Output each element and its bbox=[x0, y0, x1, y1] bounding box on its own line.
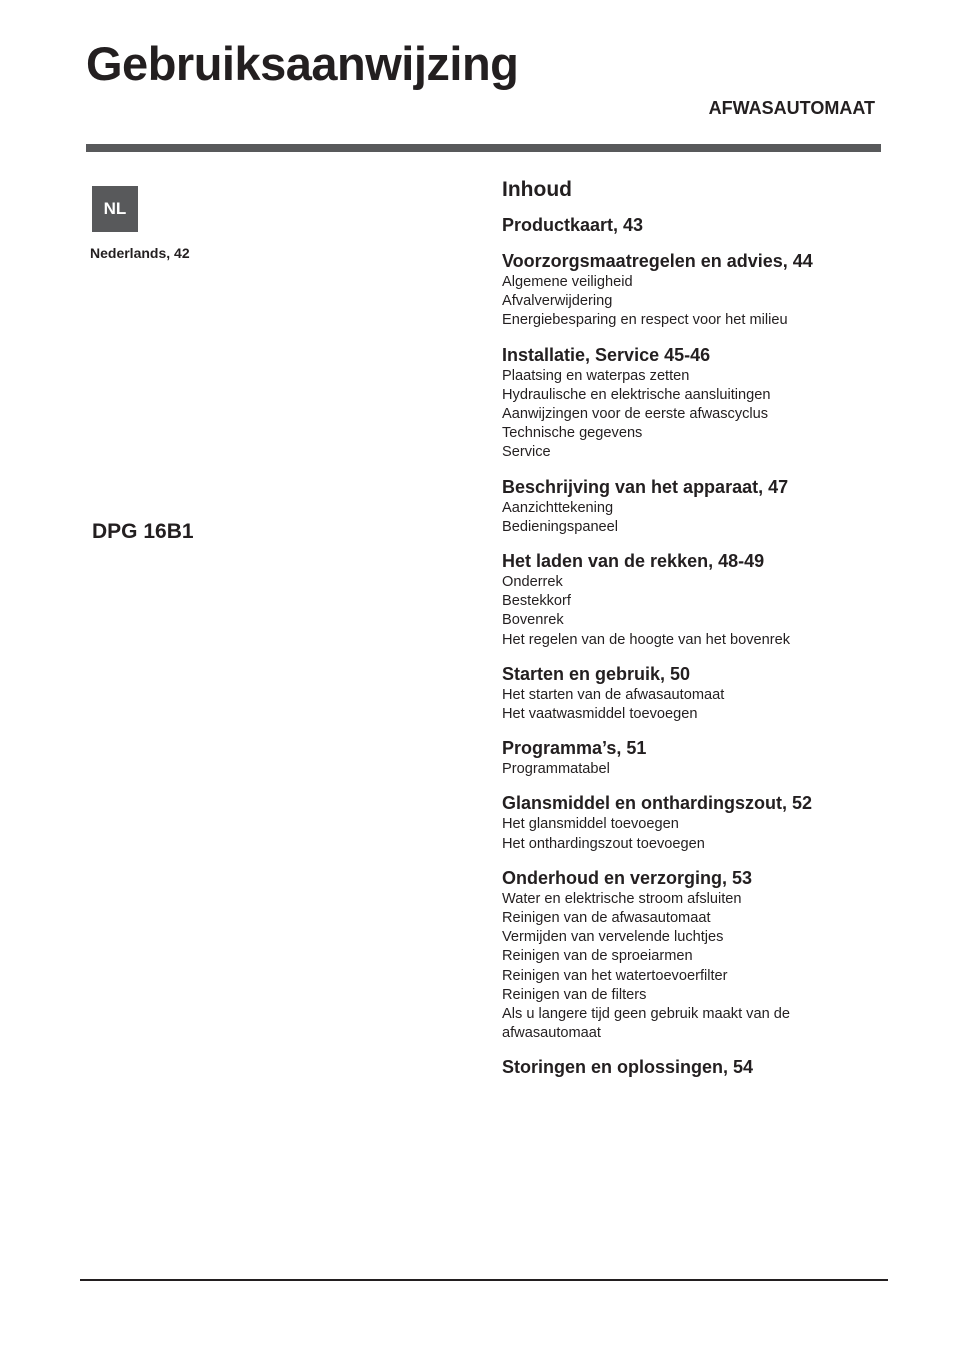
toc-subitem: Aanzichttekening bbox=[502, 499, 614, 516]
header-divider bbox=[86, 144, 881, 152]
toc-subitem: Het glansmiddel toevoegen bbox=[502, 816, 679, 833]
toc-section-title: Voorzorgsmaatregelen en advies, 44 bbox=[502, 251, 813, 271]
toc-section bbox=[502, 663, 882, 724]
toc-section-title: Glansmiddel en onthardingszout, 52 bbox=[502, 793, 813, 814]
toc-section-title: Installatie, Service 45-46 bbox=[502, 344, 711, 365]
language-label: Nederlands, 42 bbox=[90, 245, 190, 261]
toc-subitem: Het regelen van de hoogte van het bovenrek bbox=[502, 631, 791, 648]
toc-subitem: Reinigen van de sproeiarmen bbox=[502, 948, 693, 965]
toc-section bbox=[502, 476, 882, 537]
toc-section-title: Beschrijving van het apparaat, 47 bbox=[502, 476, 789, 497]
toc-subitem: Energiebesparing en respect voor het milieu bbox=[502, 312, 788, 329]
toc-section-title: Programma’s, 51 bbox=[502, 738, 647, 759]
toc-section-title: Het laden van de rekken, 48-49 bbox=[502, 551, 765, 572]
toc-subitem: Reinigen van de filters bbox=[502, 986, 647, 1003]
footer-divider bbox=[80, 1279, 888, 1281]
toc-subitem: Afvalverwijdering bbox=[502, 293, 613, 310]
toc-heading: Inhoud bbox=[502, 178, 572, 201]
toc-section bbox=[502, 792, 882, 853]
toc-section bbox=[502, 214, 882, 237]
language-badge: NL bbox=[92, 186, 138, 232]
toc-subitem: Service bbox=[502, 444, 551, 461]
toc-subitem: Bedieningspaneel bbox=[502, 518, 619, 535]
toc-subitem: Plaatsing en waterpas zetten bbox=[502, 367, 690, 384]
toc-subitem: Het onthardingszout toevoegen bbox=[502, 835, 705, 852]
toc-section-title: Storingen en oplossingen, 54 bbox=[502, 1057, 754, 1078]
toc-subitem: Technische gegevens bbox=[502, 425, 643, 442]
toc-subitem: Programmatabel bbox=[502, 761, 610, 778]
toc-subitem: Als u langere tijd geen gebruik maakt van de bbox=[502, 1006, 790, 1023]
toc-subitem: afwasautomaat bbox=[502, 1025, 601, 1042]
toc-subitem: Reinigen van het watertoevoerfilter bbox=[502, 967, 728, 984]
model-number: DPG 16B1 bbox=[92, 520, 194, 543]
toc-section bbox=[502, 867, 882, 1044]
toc-section-title: Productkaart, 43 bbox=[502, 215, 644, 235]
toc-section bbox=[502, 344, 882, 463]
toc-section-title: Starten en gebruik, 50 bbox=[502, 663, 691, 684]
toc-subitem: Bovenrek bbox=[502, 612, 564, 629]
toc-subitem: Bestekkorf bbox=[502, 593, 571, 610]
toc-subitem: Onderrek bbox=[502, 574, 563, 591]
page-title: Gebruiksaanwijzing bbox=[86, 37, 519, 90]
toc-subitem: Algemene veiligheid bbox=[502, 274, 633, 290]
toc-section bbox=[502, 737, 882, 779]
toc-subitem: Reinigen van de afwasautomaat bbox=[502, 910, 711, 927]
toc-section-title: Onderhoud en verzorging, 53 bbox=[502, 867, 753, 888]
toc-subitem: Vermijden van vervelende luchtjes bbox=[502, 929, 724, 946]
toc-section bbox=[502, 250, 882, 331]
toc-sections bbox=[502, 214, 882, 1079]
toc-subitem: Hydraulische en elektrische aansluitingen bbox=[502, 386, 771, 403]
toc-subitem: Aanwijzingen voor de eerste afwascyclus bbox=[502, 406, 769, 423]
toc-subitem: Water en elektrische stroom afsluiten bbox=[502, 890, 742, 907]
toc-subitem: Het vaatwasmiddel toevoegen bbox=[502, 706, 698, 723]
table-of-contents bbox=[502, 176, 882, 1092]
document-subtitle: AFWASAUTOMAAT bbox=[708, 98, 875, 118]
toc-subitem: Het starten van de afwasautomaat bbox=[502, 686, 725, 703]
toc-section bbox=[502, 550, 882, 650]
toc-section bbox=[502, 1056, 882, 1079]
